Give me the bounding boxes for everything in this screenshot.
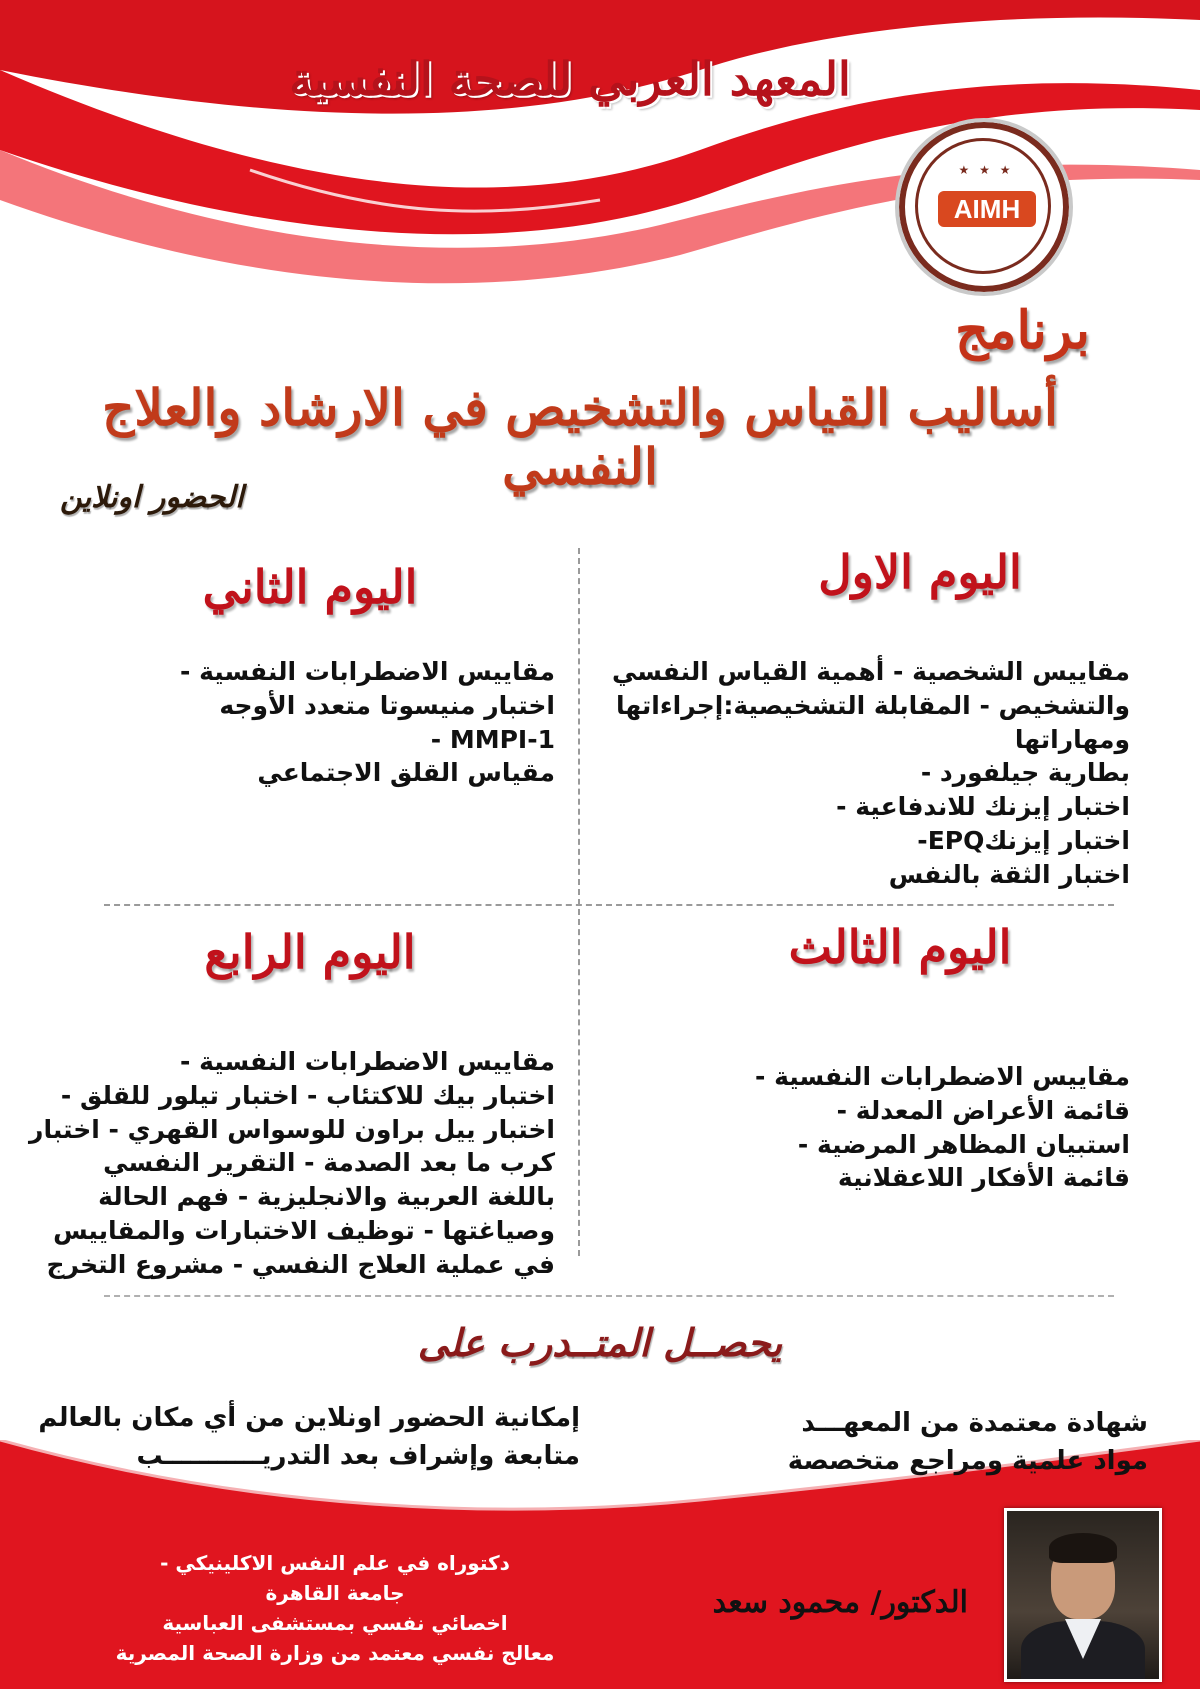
section-divider <box>104 1295 1114 1297</box>
day2-line: مقاييس الاضطرابات النفسية - <box>180 657 555 686</box>
program-title: أساليب القياس والتشخيص في الارشاد والعلاج النفسي <box>102 378 1058 496</box>
day2-line: مقياس القلق الاجتماعي <box>257 758 555 788</box>
benefit-item: مواد علمية ومراجع متخصصة <box>787 1445 1148 1476</box>
day1-title: اليوم الاول <box>818 545 1022 599</box>
day3-content <box>755 1060 1130 1195</box>
credential-line: دكتوراه في علم النفس الاكلينيكي - <box>160 1551 510 1575</box>
attendance-mode: الحضور اونلاين <box>60 480 244 515</box>
day4-line: وصياغتها - توظيف الاختبارات والمقاييس <box>53 1215 555 1245</box>
day2-line: MMPI-1 - <box>430 724 555 754</box>
day1-line: اختبار إيزنك للاندفاعية - <box>836 792 1130 821</box>
day1-line: اختبار الثقة بالنفس <box>888 859 1130 889</box>
day4-line: باللغة العربية والانجليزية - فهم الحالة <box>98 1182 555 1211</box>
day2-line: اختبار منيسوتا متعدد الأوجه <box>219 690 555 720</box>
day4-line: مقاييس الاضطرابات النفسية - <box>180 1047 555 1076</box>
horizontal-divider <box>104 904 1114 906</box>
benefits-left <box>38 1400 580 1475</box>
day4-line: في عملية العلاج النفسي - مشروع التخرج <box>46 1249 555 1279</box>
day1-line: والتشخيص - المقابلة التشخيصية:إجراءاتها <box>616 690 1130 720</box>
doctor-credentials <box>100 1548 570 1668</box>
day3-line: استبيان المظاهر المرضية - <box>797 1129 1130 1159</box>
doctor-photo <box>1004 1508 1162 1682</box>
aimh-logo <box>895 118 1073 296</box>
day1-line: بطارية جيلفورد - <box>920 758 1130 788</box>
credential-line: معالج نفسي معتمد من وزارة الصحة المصرية <box>115 1641 555 1665</box>
day4-title: اليوم الرابع <box>204 925 416 979</box>
day1-line: اختبار إيزنكEPQ- <box>917 825 1130 855</box>
day4-line: اختبار ييل براون للوسواس القهري - اختبار <box>29 1114 555 1144</box>
day4-content <box>29 1045 555 1281</box>
credential-line: جامعة القاهرة <box>265 1581 405 1605</box>
benefits-right <box>788 1405 1148 1480</box>
day4-line: كرب ما بعد الصدمة - التقرير النفسي <box>103 1148 555 1178</box>
vertical-divider <box>578 548 580 1256</box>
day4-line: اختبار بيك للاكتئاب - اختبار تيلور للقلق - <box>60 1080 555 1110</box>
benefit-item: متابعة وإشراف بعد التدريـــــــــــب <box>136 1440 580 1471</box>
day1-content <box>612 655 1130 891</box>
credential-line: اخصائي نفسي بمستشفى العباسية <box>162 1611 508 1635</box>
benefit-item: إمكانية الحضور اونلاين من أي مكان بالعالم <box>38 1403 580 1433</box>
trainee-gets-heading: يحصــل المتــدرب على <box>417 1320 783 1365</box>
logo-stars-icon: ★ ★ ★ <box>958 163 1014 177</box>
benefit-item: شهادة معتمدة من المعهـــد <box>801 1408 1148 1438</box>
logo-ring <box>915 138 1051 274</box>
day1-line: مقاييس الشخصية - أهمية القياس النفسي <box>611 657 1130 686</box>
doctor-name: الدكتور/ محمود سعد <box>712 1585 968 1620</box>
day3-title: اليوم الثالث <box>788 920 1012 974</box>
day2-content <box>180 655 555 790</box>
day3-line: مقاييس الاضطرابات النفسية - <box>755 1062 1130 1091</box>
logo-abbreviation: AIMH <box>938 191 1036 227</box>
day3-line: قائمة الأعراض المعدلة - <box>836 1095 1130 1125</box>
day1-line: ومهاراتها <box>1014 724 1130 754</box>
day2-title: اليوم الثاني <box>202 560 418 614</box>
day3-line: قائمة الأفكار اللاعقلانية <box>837 1163 1130 1193</box>
program-label: برنامج <box>955 300 1090 361</box>
institute-title: المعهد العربي للصحة النفسية <box>289 52 851 106</box>
